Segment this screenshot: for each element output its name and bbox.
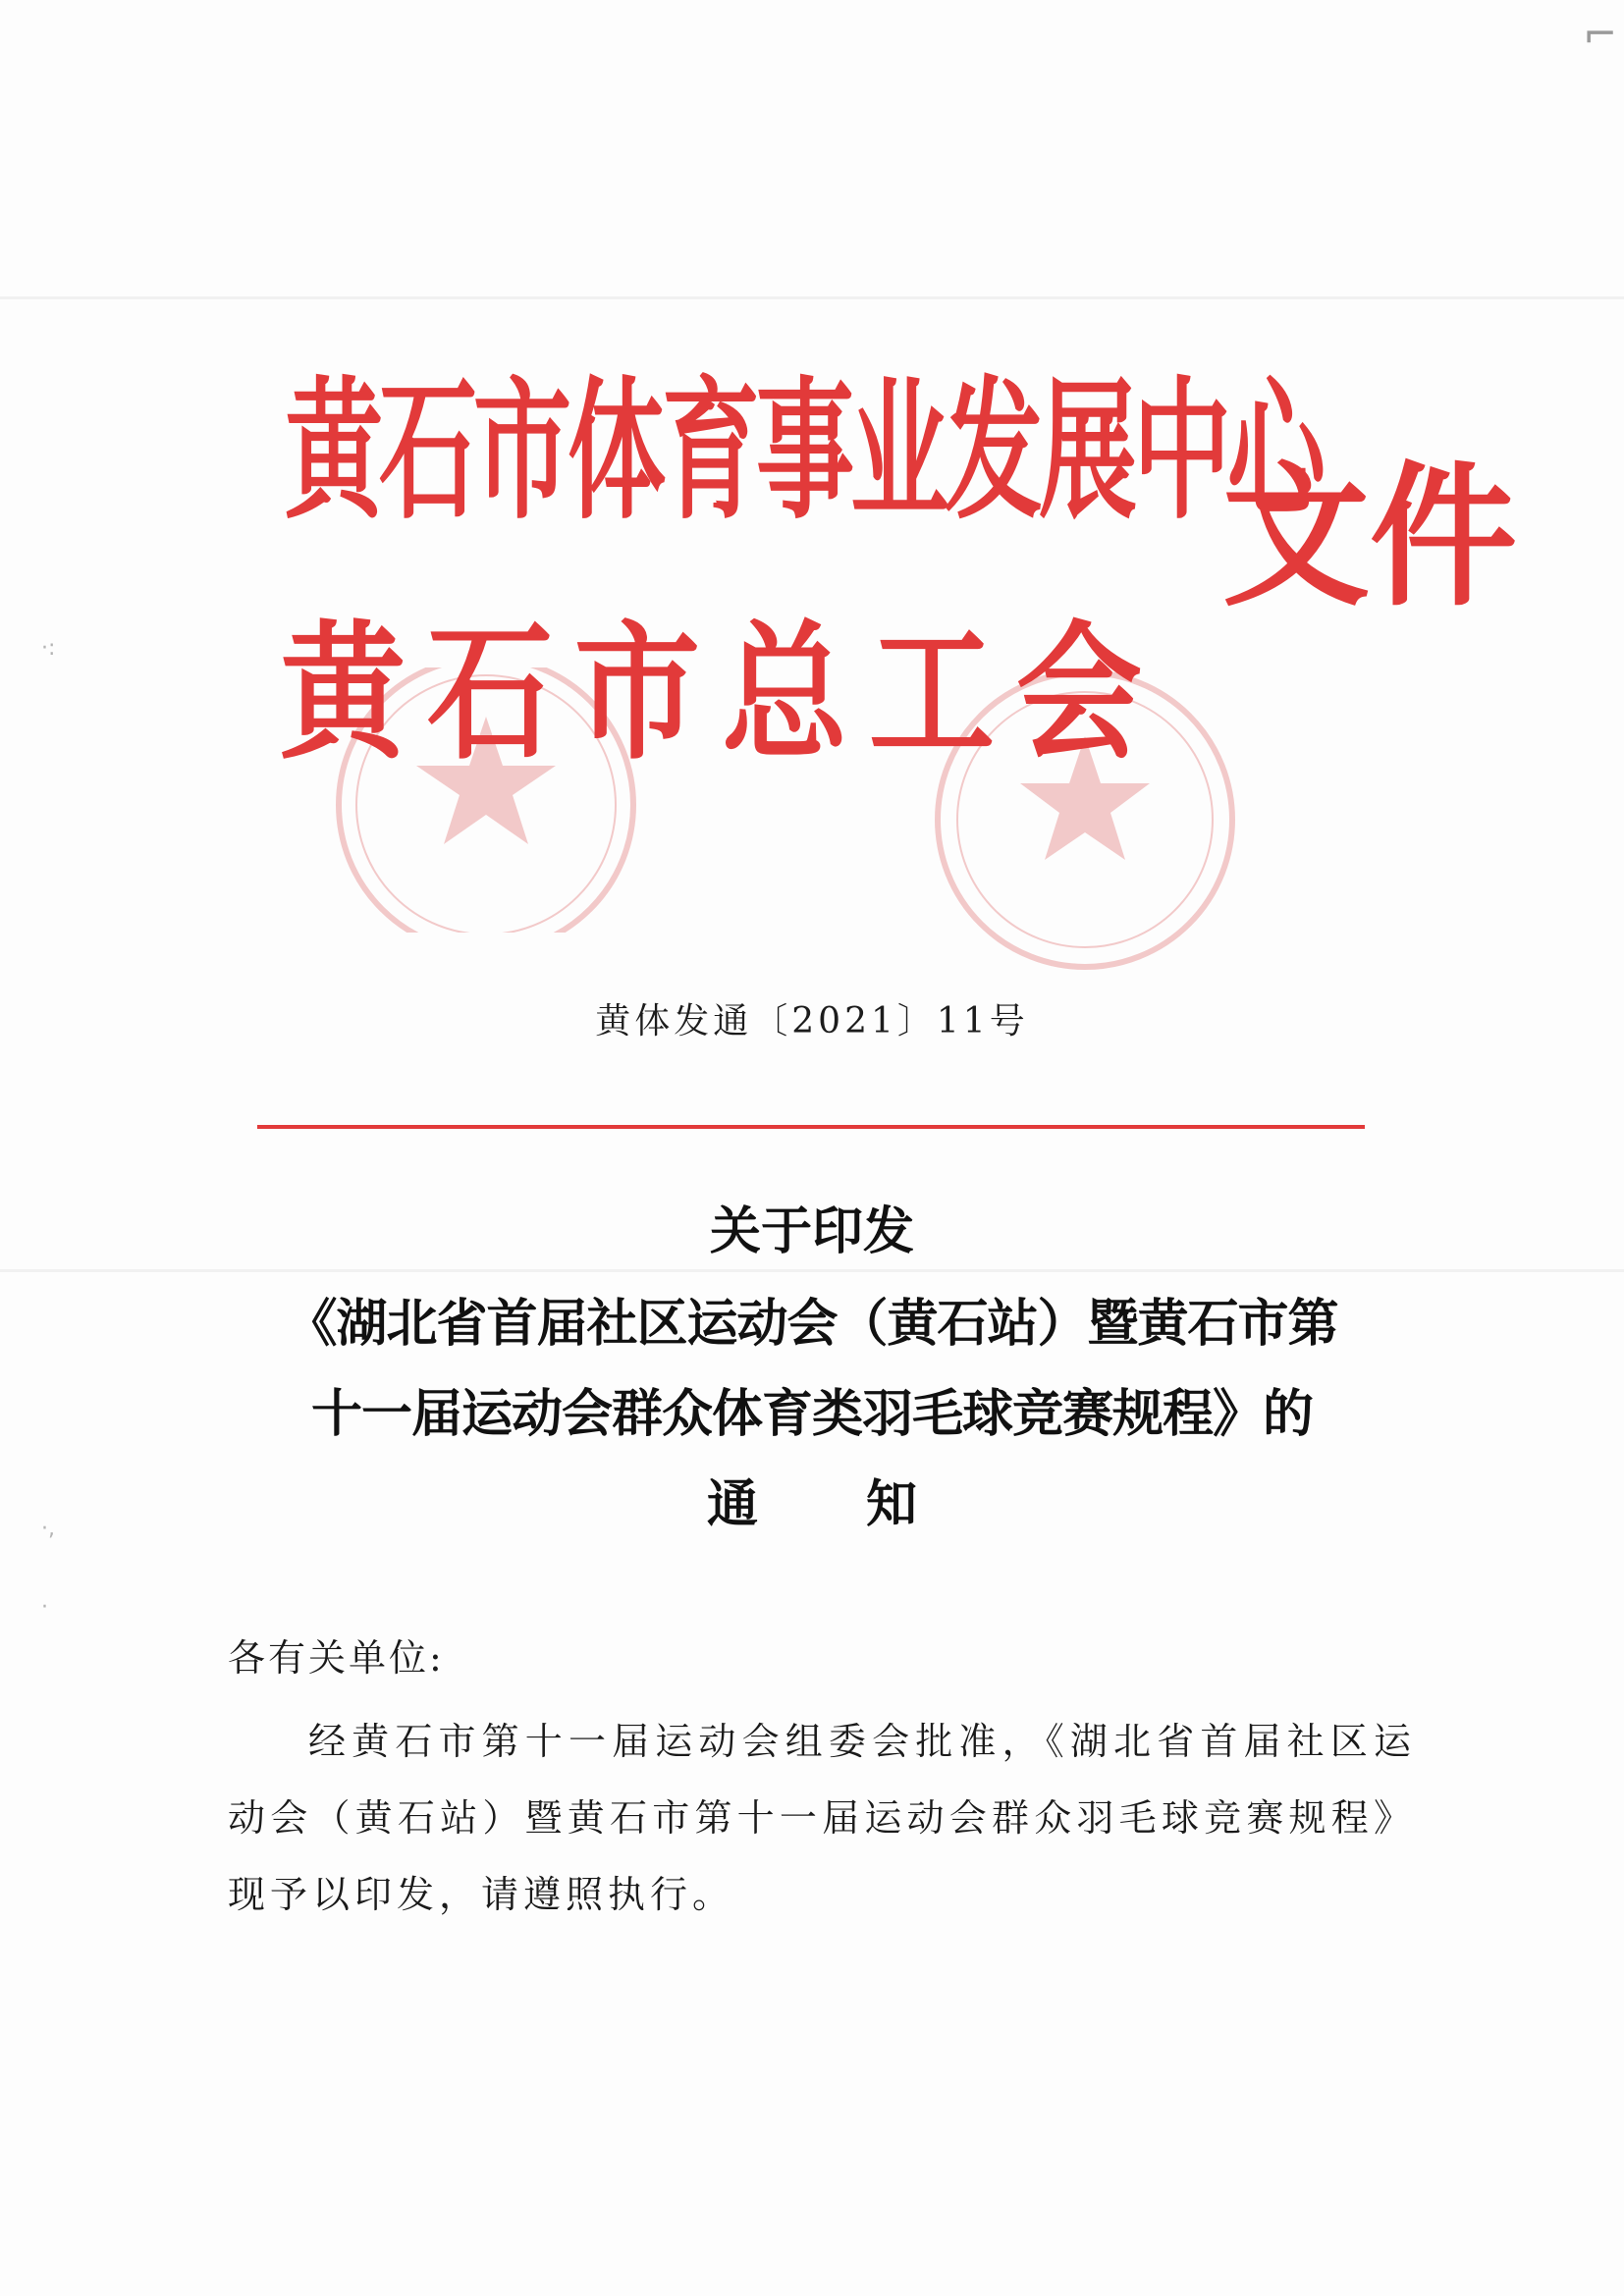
scan-artifact-band (0, 1269, 1624, 1272)
margin-speck: ·, (41, 1517, 55, 1541)
notice-title-line-2: 《湖北省首届社区运动会（黄石站）暨黄石市第 (286, 1294, 1338, 1354)
red-divider-line (257, 1125, 1365, 1129)
notice-title-line-1: 关于印发 (709, 1201, 914, 1261)
salutation: 各有关单位: (228, 1636, 445, 1680)
masthead-org-1: 黄石市体育事业发展中心 (285, 362, 1322, 541)
scan-artifact-band (0, 296, 1624, 299)
margin-speck: ·: (41, 636, 56, 661)
body-paragraph: 经黄石市第十一届运动会组委会批准，《湖北省首届社区运动会（黄石站）暨黄石市第十一届运动会群众羽毛球竞赛规程》现予以印发，请遵照执行。 (228, 1720, 1416, 1916)
scan-corner-mark: ⌐ (1583, 10, 1618, 58)
notice-title-line-4: 通知 (706, 1474, 1025, 1534)
masthead-org-2: 黄石市总工会 (280, 608, 1164, 781)
margin-speck: · (41, 1595, 48, 1620)
masthead-suffix: 文件 (1222, 448, 1518, 628)
document-number: 黄体发通〔2021〕11号 (595, 1001, 1029, 1041)
notice-title-line-3: 十一届运动会群众体育类羽毛球竞赛规程》的 (310, 1384, 1313, 1444)
